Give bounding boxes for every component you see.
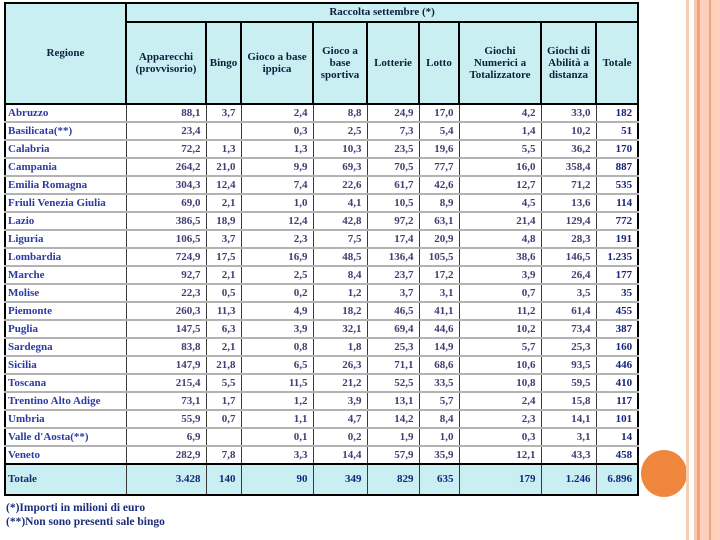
region-name-cell: Sicilia bbox=[5, 356, 126, 374]
region-name-cell: Campania bbox=[5, 158, 126, 176]
row-total-cell: 51 bbox=[596, 122, 638, 140]
totals-row bbox=[5, 464, 638, 495]
value-cell: 7,5 bbox=[313, 230, 367, 248]
value-cell: 69,4 bbox=[367, 320, 419, 338]
slide-content bbox=[4, 2, 654, 530]
region-row bbox=[5, 284, 638, 302]
value-cell: 1,7 bbox=[206, 392, 241, 410]
value-cell bbox=[206, 122, 241, 140]
value-cell: 6,5 bbox=[241, 356, 313, 374]
value-cell: 147,5 bbox=[126, 320, 206, 338]
value-cell: 4,7 bbox=[313, 410, 367, 428]
value-cell: 2,1 bbox=[206, 338, 241, 356]
value-cell: 21,8 bbox=[206, 356, 241, 374]
value-cell: 41,1 bbox=[419, 302, 459, 320]
value-cell: 2,5 bbox=[313, 122, 367, 140]
value-cell: 129,4 bbox=[541, 212, 596, 230]
value-cell: 215,4 bbox=[126, 374, 206, 392]
region-name-cell: Valle d'Aosta(**) bbox=[5, 428, 126, 446]
value-cell: 77,7 bbox=[419, 158, 459, 176]
value-cell: 3,7 bbox=[367, 284, 419, 302]
region-row bbox=[5, 446, 638, 464]
region-name-cell: Lazio bbox=[5, 212, 126, 230]
value-cell: 5,5 bbox=[459, 140, 541, 158]
value-cell: 18,2 bbox=[313, 302, 367, 320]
value-cell: 0,5 bbox=[206, 284, 241, 302]
value-cell: 11,5 bbox=[241, 374, 313, 392]
value-cell: 1,0 bbox=[419, 428, 459, 446]
table-body bbox=[5, 104, 638, 495]
value-cell: 10,2 bbox=[541, 122, 596, 140]
value-cell: 5,5 bbox=[206, 374, 241, 392]
value-cell: 26,4 bbox=[541, 266, 596, 284]
value-cell: 57,9 bbox=[367, 446, 419, 464]
value-cell: 358,4 bbox=[541, 158, 596, 176]
value-cell: 1,3 bbox=[241, 140, 313, 158]
row-total-cell: 387 bbox=[596, 320, 638, 338]
region-row bbox=[5, 230, 638, 248]
value-cell: 92,7 bbox=[126, 266, 206, 284]
value-cell: 43,3 bbox=[541, 446, 596, 464]
value-cell: 17,0 bbox=[419, 104, 459, 122]
value-cell: 14,9 bbox=[419, 338, 459, 356]
value-cell: 73,4 bbox=[541, 320, 596, 338]
footnote-bingo: (**)Non sono presenti sale bingo bbox=[6, 516, 165, 529]
value-cell: 32,1 bbox=[313, 320, 367, 338]
value-cell: 23,4 bbox=[126, 122, 206, 140]
row-total-cell: 1.235 bbox=[596, 248, 638, 266]
value-cell: 829 bbox=[367, 464, 419, 495]
value-cell: 52,5 bbox=[367, 374, 419, 392]
value-cell: 0,3 bbox=[241, 122, 313, 140]
value-cell: 46,5 bbox=[367, 302, 419, 320]
region-name-cell: Toscana bbox=[5, 374, 126, 392]
value-cell: 88,1 bbox=[126, 104, 206, 122]
region-row bbox=[5, 176, 638, 194]
region-row bbox=[5, 140, 638, 158]
value-cell: 11,3 bbox=[206, 302, 241, 320]
value-cell: 69,3 bbox=[313, 158, 367, 176]
value-cell: 12,1 bbox=[459, 446, 541, 464]
value-cell: 8,4 bbox=[313, 266, 367, 284]
row-total-cell: 6.896 bbox=[596, 464, 638, 495]
value-cell: 0,2 bbox=[241, 284, 313, 302]
totals-row-label: Totale bbox=[5, 464, 126, 495]
value-cell: 1,2 bbox=[313, 284, 367, 302]
value-cell: 18,9 bbox=[206, 212, 241, 230]
value-cell: 3,5 bbox=[541, 284, 596, 302]
row-total-cell: 410 bbox=[596, 374, 638, 392]
value-cell: 6,3 bbox=[206, 320, 241, 338]
regions-table bbox=[4, 2, 639, 496]
value-cell: 3,9 bbox=[241, 320, 313, 338]
region-row bbox=[5, 212, 638, 230]
value-cell: 3,9 bbox=[313, 392, 367, 410]
value-cell: 1,0 bbox=[241, 194, 313, 212]
value-cell: 55,9 bbox=[126, 410, 206, 428]
value-cell: 23,5 bbox=[367, 140, 419, 158]
value-cell: 146,5 bbox=[541, 248, 596, 266]
value-cell: 17,5 bbox=[206, 248, 241, 266]
value-cell: 25,3 bbox=[541, 338, 596, 356]
value-cell: 14,2 bbox=[367, 410, 419, 428]
orange-circle-decoration bbox=[641, 450, 687, 497]
value-cell: 10,8 bbox=[459, 374, 541, 392]
value-cell: 0,3 bbox=[459, 428, 541, 446]
value-cell: 1,2 bbox=[241, 392, 313, 410]
value-cell: 83,8 bbox=[126, 338, 206, 356]
value-cell: 10,3 bbox=[313, 140, 367, 158]
value-cell: 136,4 bbox=[367, 248, 419, 266]
value-cell: 25,3 bbox=[367, 338, 419, 356]
region-row bbox=[5, 194, 638, 212]
value-cell: 28,3 bbox=[541, 230, 596, 248]
value-cell: 5,7 bbox=[459, 338, 541, 356]
value-cell: 1,1 bbox=[241, 410, 313, 428]
side-stripes-decoration bbox=[686, 0, 720, 540]
region-row bbox=[5, 320, 638, 338]
value-cell: 10,2 bbox=[459, 320, 541, 338]
value-cell: 6,9 bbox=[126, 428, 206, 446]
region-name-cell: Calabria bbox=[5, 140, 126, 158]
region-row bbox=[5, 248, 638, 266]
column-header-apparecchi: Apparecchi (provvisorio) bbox=[126, 22, 206, 104]
value-cell: 15,8 bbox=[541, 392, 596, 410]
value-cell: 26,3 bbox=[313, 356, 367, 374]
value-cell: 16,9 bbox=[241, 248, 313, 266]
region-row bbox=[5, 122, 638, 140]
column-header-totale: Totale bbox=[596, 22, 638, 104]
value-cell: 21,0 bbox=[206, 158, 241, 176]
region-row bbox=[5, 428, 638, 446]
value-cell: 44,6 bbox=[419, 320, 459, 338]
value-cell: 0,7 bbox=[459, 284, 541, 302]
region-name-cell: Trentino Alto Adige bbox=[5, 392, 126, 410]
column-header-ippica: Gioco a base ippica bbox=[241, 22, 313, 104]
value-cell: 13,1 bbox=[367, 392, 419, 410]
value-cell: 23,7 bbox=[367, 266, 419, 284]
region-name-cell: Liguria bbox=[5, 230, 126, 248]
value-cell: 10,6 bbox=[459, 356, 541, 374]
value-cell: 22,3 bbox=[126, 284, 206, 302]
value-cell: 1,9 bbox=[367, 428, 419, 446]
region-row bbox=[5, 356, 638, 374]
region-name-cell: Molise bbox=[5, 284, 126, 302]
value-cell: 21,2 bbox=[313, 374, 367, 392]
row-total-cell: 117 bbox=[596, 392, 638, 410]
value-cell: 24,9 bbox=[367, 104, 419, 122]
value-cell: 59,5 bbox=[541, 374, 596, 392]
value-cell: 105,5 bbox=[419, 248, 459, 266]
row-total-cell: 458 bbox=[596, 446, 638, 464]
value-cell: 19,6 bbox=[419, 140, 459, 158]
value-cell: 35,9 bbox=[419, 446, 459, 464]
value-cell: 69,0 bbox=[126, 194, 206, 212]
row-total-cell: 177 bbox=[596, 266, 638, 284]
row-total-cell: 455 bbox=[596, 302, 638, 320]
region-name-cell: Marche bbox=[5, 266, 126, 284]
value-cell: 9,9 bbox=[241, 158, 313, 176]
value-cell: 20,9 bbox=[419, 230, 459, 248]
value-cell: 1,8 bbox=[313, 338, 367, 356]
value-cell: 61,7 bbox=[367, 176, 419, 194]
value-cell: 140 bbox=[206, 464, 241, 495]
value-cell: 17,4 bbox=[367, 230, 419, 248]
value-cell: 0,8 bbox=[241, 338, 313, 356]
value-cell: 3,1 bbox=[541, 428, 596, 446]
value-cell: 42,6 bbox=[419, 176, 459, 194]
value-cell: 106,5 bbox=[126, 230, 206, 248]
row-total-cell: 160 bbox=[596, 338, 638, 356]
value-cell: 22,6 bbox=[313, 176, 367, 194]
value-cell: 8,8 bbox=[313, 104, 367, 122]
row-total-cell: 182 bbox=[596, 104, 638, 122]
value-cell: 4,2 bbox=[459, 104, 541, 122]
value-cell: 4,8 bbox=[459, 230, 541, 248]
footnotes bbox=[6, 501, 654, 530]
row-total-cell: 101 bbox=[596, 410, 638, 428]
value-cell: 13,6 bbox=[541, 194, 596, 212]
row-total-cell: 772 bbox=[596, 212, 638, 230]
value-cell: 5,4 bbox=[419, 122, 459, 140]
region-name-cell: Emilia Romagna bbox=[5, 176, 126, 194]
region-name-cell: Friuli Venezia Giulia bbox=[5, 194, 126, 212]
region-row bbox=[5, 392, 638, 410]
value-cell: 71,2 bbox=[541, 176, 596, 194]
value-cell: 7,4 bbox=[241, 176, 313, 194]
value-cell: 14,4 bbox=[313, 446, 367, 464]
column-header-lotterie: Lotterie bbox=[367, 22, 419, 104]
region-name-cell: Umbria bbox=[5, 410, 126, 428]
value-cell: 93,5 bbox=[541, 356, 596, 374]
region-row bbox=[5, 374, 638, 392]
value-cell: 4,1 bbox=[313, 194, 367, 212]
value-cell: 3,7 bbox=[206, 230, 241, 248]
value-cell: 71,1 bbox=[367, 356, 419, 374]
value-cell: 63,1 bbox=[419, 212, 459, 230]
row-total-cell: 191 bbox=[596, 230, 638, 248]
region-name-cell: Veneto bbox=[5, 446, 126, 464]
value-cell: 1.246 bbox=[541, 464, 596, 495]
value-cell: 70,5 bbox=[367, 158, 419, 176]
value-cell: 724,9 bbox=[126, 248, 206, 266]
value-cell: 48,5 bbox=[313, 248, 367, 266]
value-cell: 42,8 bbox=[313, 212, 367, 230]
row-total-cell: 887 bbox=[596, 158, 638, 176]
value-cell: 8,4 bbox=[419, 410, 459, 428]
column-header-lotto: Lotto bbox=[419, 22, 459, 104]
value-cell: 7,3 bbox=[367, 122, 419, 140]
value-cell: 5,7 bbox=[419, 392, 459, 410]
row-total-cell: 35 bbox=[596, 284, 638, 302]
value-cell: 179 bbox=[459, 464, 541, 495]
value-cell: 282,9 bbox=[126, 446, 206, 464]
column-header-sportiva: Gioco a base sportiva bbox=[313, 22, 367, 104]
value-cell: 8,9 bbox=[419, 194, 459, 212]
value-cell: 21,4 bbox=[459, 212, 541, 230]
region-row bbox=[5, 104, 638, 122]
value-cell: 2,4 bbox=[241, 104, 313, 122]
value-cell: 61,4 bbox=[541, 302, 596, 320]
value-cell: 33,0 bbox=[541, 104, 596, 122]
value-cell: 349 bbox=[313, 464, 367, 495]
value-cell: 14,1 bbox=[541, 410, 596, 428]
value-cell: 3,3 bbox=[241, 446, 313, 464]
value-cell: 0,2 bbox=[313, 428, 367, 446]
value-cell: 3.428 bbox=[126, 464, 206, 495]
value-cell: 72,2 bbox=[126, 140, 206, 158]
value-cell: 68,6 bbox=[419, 356, 459, 374]
table-title: Raccolta settembre (*) bbox=[126, 3, 638, 22]
region-row bbox=[5, 302, 638, 320]
region-name-cell: Puglia bbox=[5, 320, 126, 338]
value-cell: 2,3 bbox=[459, 410, 541, 428]
value-cell: 7,8 bbox=[206, 446, 241, 464]
value-cell: 304,3 bbox=[126, 176, 206, 194]
row-total-cell: 114 bbox=[596, 194, 638, 212]
region-row bbox=[5, 410, 638, 428]
value-cell: 38,6 bbox=[459, 248, 541, 266]
value-cell: 147,9 bbox=[126, 356, 206, 374]
value-cell: 97,2 bbox=[367, 212, 419, 230]
value-cell: 3,9 bbox=[459, 266, 541, 284]
value-cell: 635 bbox=[419, 464, 459, 495]
value-cell: 16,0 bbox=[459, 158, 541, 176]
region-name-cell: Lombardia bbox=[5, 248, 126, 266]
region-column-header: Regione bbox=[5, 3, 126, 104]
footnote-importi: (*)Importi in milioni di euro bbox=[6, 502, 146, 514]
value-cell: 1,4 bbox=[459, 122, 541, 140]
row-total-cell: 535 bbox=[596, 176, 638, 194]
value-cell: 2,3 bbox=[241, 230, 313, 248]
column-header-bingo: Bingo bbox=[206, 22, 241, 104]
row-total-cell: 170 bbox=[596, 140, 638, 158]
region-row bbox=[5, 158, 638, 176]
value-cell: 260,3 bbox=[126, 302, 206, 320]
value-cell: 11,2 bbox=[459, 302, 541, 320]
value-cell bbox=[206, 428, 241, 446]
value-cell: 2,1 bbox=[206, 266, 241, 284]
region-name-cell: Piemonte bbox=[5, 302, 126, 320]
table-title-row bbox=[5, 3, 638, 22]
value-cell: 4,5 bbox=[459, 194, 541, 212]
value-cell: 2,1 bbox=[206, 194, 241, 212]
value-cell: 0,1 bbox=[241, 428, 313, 446]
region-name-cell: Basilicata(**) bbox=[5, 122, 126, 140]
value-cell: 264,2 bbox=[126, 158, 206, 176]
row-total-cell: 14 bbox=[596, 428, 638, 446]
value-cell: 3,7 bbox=[206, 104, 241, 122]
value-cell: 12,7 bbox=[459, 176, 541, 194]
value-cell: 12,4 bbox=[241, 212, 313, 230]
column-header-numerici: Giochi Numerici a Totalizzatore bbox=[459, 22, 541, 104]
column-header-abilita: Giochi di Abilità a distanza bbox=[541, 22, 596, 104]
value-cell: 12,4 bbox=[206, 176, 241, 194]
value-cell: 73,1 bbox=[126, 392, 206, 410]
value-cell: 90 bbox=[241, 464, 313, 495]
region-name-cell: Abruzzo bbox=[5, 104, 126, 122]
value-cell: 4,9 bbox=[241, 302, 313, 320]
value-cell: 0,7 bbox=[206, 410, 241, 428]
region-row bbox=[5, 338, 638, 356]
region-row bbox=[5, 266, 638, 284]
value-cell: 33,5 bbox=[419, 374, 459, 392]
value-cell: 36,2 bbox=[541, 140, 596, 158]
value-cell: 1,3 bbox=[206, 140, 241, 158]
value-cell: 2,5 bbox=[241, 266, 313, 284]
value-cell: 2,4 bbox=[459, 392, 541, 410]
row-total-cell: 446 bbox=[596, 356, 638, 374]
value-cell: 386,5 bbox=[126, 212, 206, 230]
value-cell: 3,1 bbox=[419, 284, 459, 302]
region-name-cell: Sardegna bbox=[5, 338, 126, 356]
value-cell: 10,5 bbox=[367, 194, 419, 212]
value-cell: 17,2 bbox=[419, 266, 459, 284]
